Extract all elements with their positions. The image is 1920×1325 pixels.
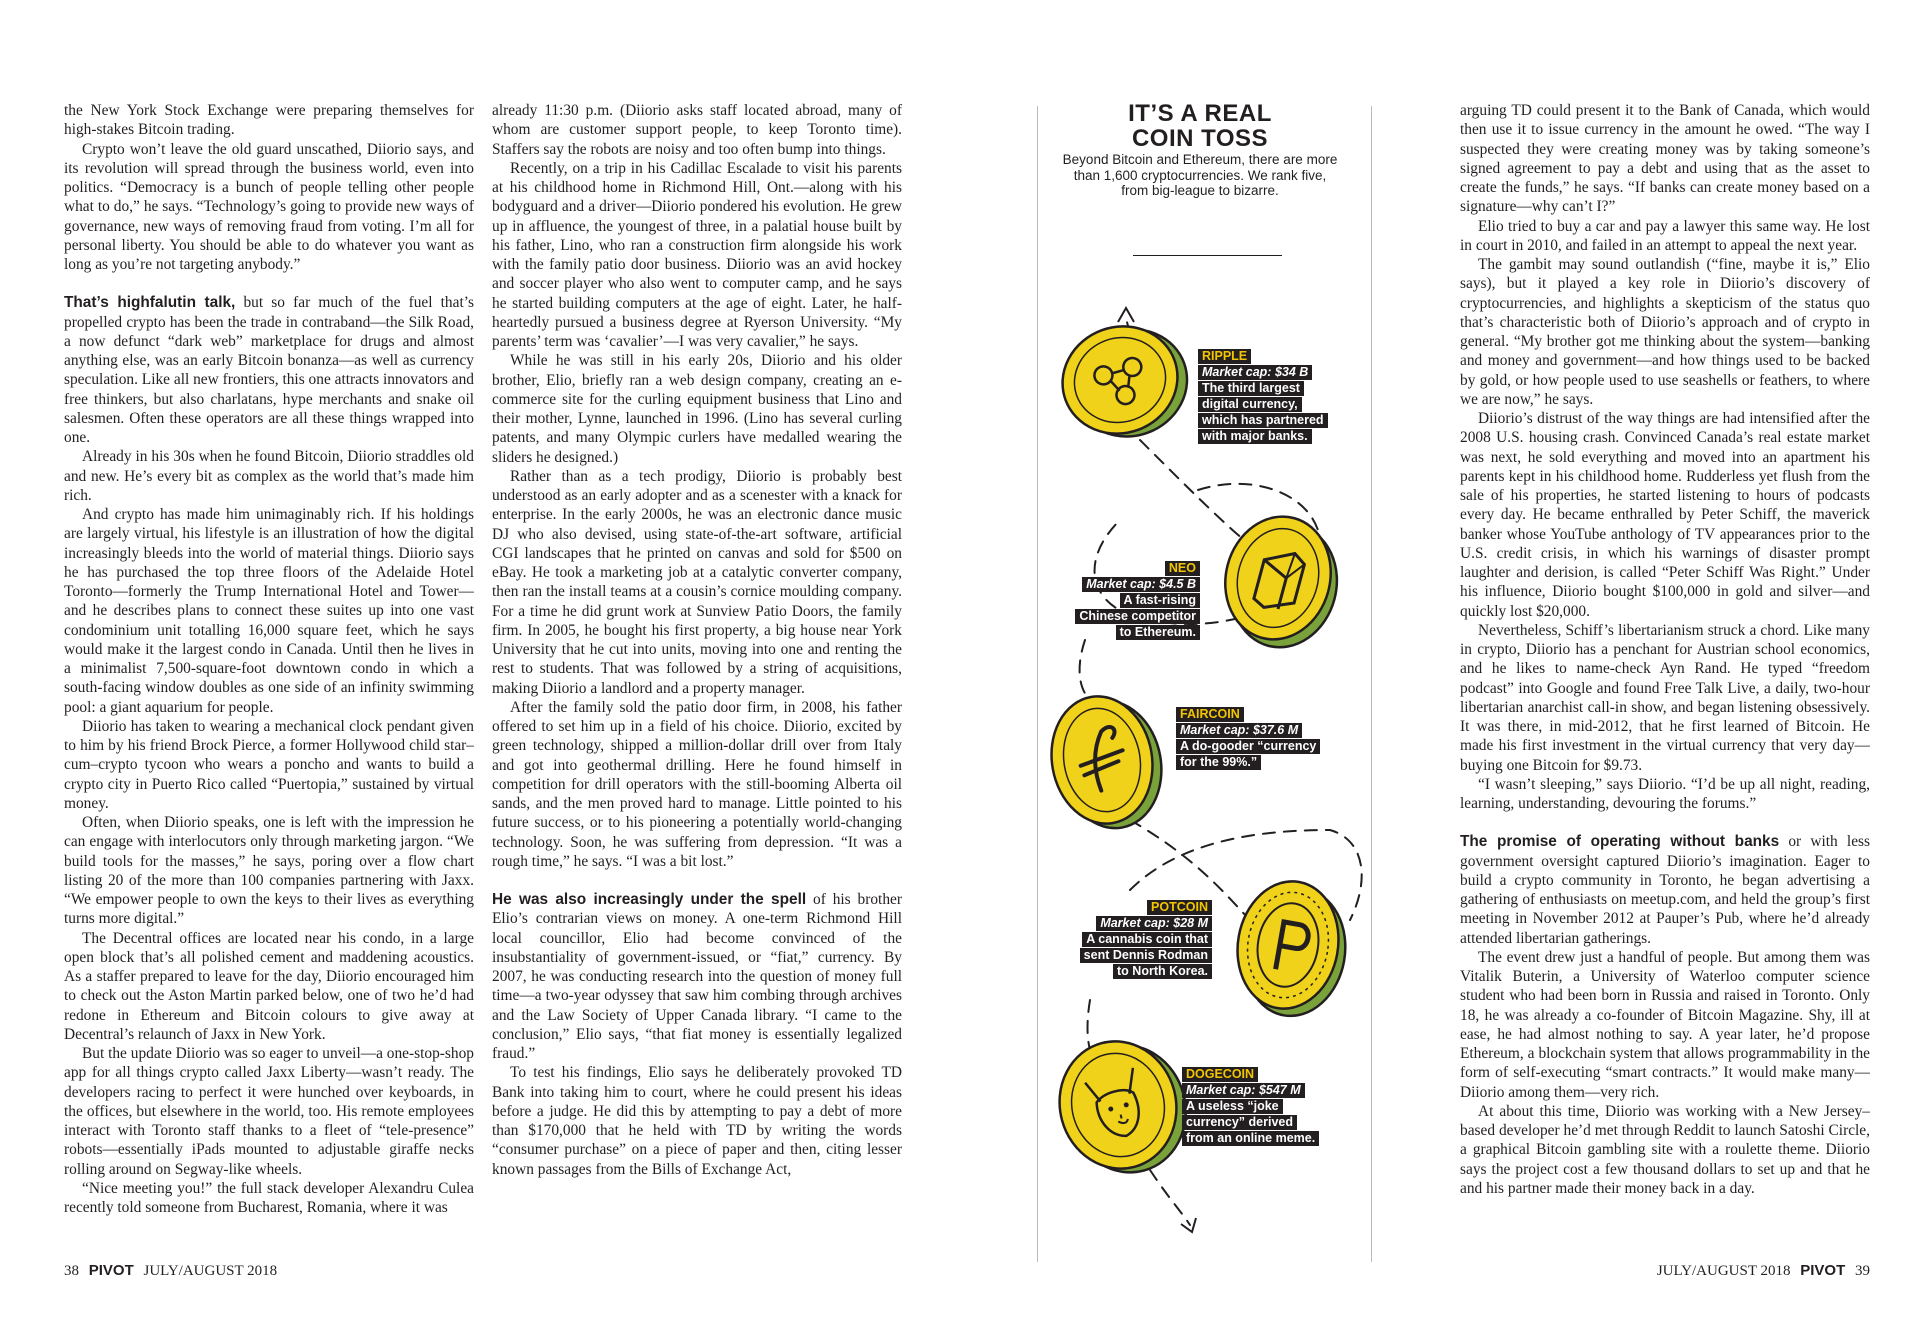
- potcoin-label: [1060, 900, 1212, 980]
- neo-desc-3: to Ethereum.: [1116, 625, 1200, 640]
- faircoin-desc-1: A do-gooder “currency: [1176, 739, 1320, 754]
- sidebar-title-line-1: IT’S A REAL: [1128, 100, 1272, 127]
- paragraph-text: Crypto won’t leave the old guard unscathed, Diiorio says, and its revolution will spread through the business world, even into politics. “Democracy is a bunch of people telling other people what to do,” he says. “Technology’s going to provide new ways of governance, new ways of removing fraud from voting. I’m all for personal liberty. You should be able to do whatever you want as long as you’re not targeting anybody.”: [64, 140, 474, 273]
- faircoin-name: FAIRCOIN: [1176, 707, 1244, 722]
- path-doge-exit: [1150, 1170, 1190, 1225]
- paragraph-text: of his brother Elio’s contrarian views on money. A one-term Richmond Hill local councillor, Elio had become convinced of the insubstantiality of government-issued, or “fiat,” currency. By 2007, he was conducting research into the question of money full time—a two-year odyssey that saw him combing through archives and the Law Society of Upper Canada library. “I came to the conclusion,” Elio says, “that fiat money is essentially legalized fraud.”: [492, 891, 902, 1062]
- footer-right: [1657, 1262, 1870, 1280]
- neo-label: [1050, 561, 1200, 641]
- faircoin-market-cap: Market cap: $37.6 M: [1176, 723, 1302, 738]
- paragraph-text: Already in his 30s when he found Bitcoin, Diiorio straddles old and new. He’s every bit as complex as the world that’s made him rich.: [64, 448, 474, 504]
- paragraph-text: At about this time, Diiorio was working with a New Jersey–based developer he’d met through Reddit to launch Satoshi Circle, a graphical Bitcoin gambling site with a roulette theme. Diiorio says the project cost a few thousand dollars to set up and that he and his partner made their money back in a day.: [1460, 1102, 1870, 1197]
- ripple-market-cap: Market cap: $34 B: [1198, 365, 1312, 380]
- dogecoin-desc-2: currency” derived: [1182, 1115, 1297, 1130]
- paragraph-text: Recently, on a trip in his Cadillac Escalade to visit his parents at his childhood home in Richmond Hill, Ont.—along with his bodyguard and a driver—Diiorio pondered his evolution. He grew up in affluence, the youngest of three, in a palatial house built by his father, Lino, who ran a construction firm alongside his work with the family patio door business. Diiorio was an avid hockey and soccer player who also went to computer camp, and he says he started building computers at the age of eight. Later, he half-heartedly pursued a business degree at Ryerson University. “My parents’ term was ‘cavalier’—I was very cavalier,” he says.: [492, 159, 902, 350]
- potcoin-desc-2: sent Dennis Rodman: [1080, 948, 1212, 963]
- potcoin-desc-1: A cannabis coin that: [1082, 932, 1212, 947]
- paragraph-text: arguing TD could present it to the Bank of Canada, which would then use it to issue currency in the amount he owed. “The way I suspected they were creating money was by taking someone’s signed agreement to pay a debt and using that as the asset to create the funds,” he says. “If banks can create money based on a signature—why can’t I?”: [1460, 102, 1870, 216]
- paragraph-text: The gambit may sound outlandish (“fine, maybe it is,” Elio says), but it played a key role in Diiorio’s discovery of cryptocurrencies, and highlights a skepticism of the status quo that’s characteristic both of Diiorio’s approach and of crypto in general. “My brother got me thinking about the system—banking and money and government—and how things used to be backed by gold, or how people used to use seashells or feathers, to where we are now,” he says.: [1460, 256, 1870, 408]
- paragraph-text: The event drew just a handful of people. But among them was Vitalik Buterin, a University of Waterloo computer science student who had been born in Russia and raised in Toronto. Only 18, he was already a co-founder of Bitcoin Magazine. Shy, ill at ease, he had almost nothing to say. A year later, he’d propose Ethereum, a blockchain system that allows programmability in the form of self-executing “smart contracts.” It would make many—Diiorio among them—very rich.: [1460, 948, 1870, 1101]
- lead-in: That’s highfalutin talk,: [64, 294, 236, 312]
- paragraph-text: But the update Diiorio was so eager to unveil—a one-stop-shop app for all things crypto called Jaxx Liberty—wasn’t ready. The developers racing to perfect it were hunched over keyboards, in the offices, but elsewhere in the world, too. His remote employees interact with Toronto staff thanks to a fleet of “tele-presence” robots—essentially iPads mounted to adjustable giraffe necks rolling around on Segway-like wheels.: [64, 1045, 474, 1178]
- issue-date-right: JULY/AUGUST 2018: [1656, 1263, 1791, 1279]
- dogecoin-label: [1182, 1067, 1319, 1147]
- neo-desc-2: Chinese competitor: [1075, 609, 1200, 624]
- paragraph-text: To test his findings, Elio says he deliberately provoked TD Bank into taking him to court, where he could present his ideas before a judge. He did this by attempting to pay a debt of more than $170,000 that he held with TD by writing the words “consumer purchase” on a piece of paper and then, citing lesser known passages from the Bills of Exchange Act,: [492, 1064, 902, 1178]
- footer-left: [64, 1262, 277, 1280]
- dogecoin-coin-icon: [1045, 1026, 1199, 1188]
- paragraph-text: Diiorio has taken to wearing a mechanical clock pendant given to him by his friend Brock Pierce, a former Hollywood child star–cum–crypto tycoon who wears a poncho and wants to build a crypto city in Puerto Rico called “Puertopia,” sustained by virtual money.: [64, 717, 474, 812]
- paragraph-text: Elio tried to buy a car and pay a lawyer this same way. He lost in court in 2010, and failed in an attempt to appeal the next year.: [1460, 217, 1870, 254]
- page-number-left: 38: [64, 1263, 79, 1279]
- page-number-right: 39: [1855, 1263, 1870, 1279]
- lead-in: The promise of operating without banks: [1460, 833, 1780, 851]
- ripple-name: RIPPLE: [1198, 349, 1251, 364]
- paragraph-text: While he was still in his early 20s, Diiorio and his older brother, Elio, briefly ran a web design company, creating an e-commerce site for the curling equipment business that Lino and their mother, Lynne, launched in 1996. (Lino has several curling patents, and many Olympic curlers have medalled wearing the sliders he designed.): [492, 352, 902, 466]
- lead-in: He was also increasingly under the spell: [492, 891, 807, 908]
- sidebar-title-line-2: COIN TOSS: [1131, 125, 1269, 152]
- potcoin-name: POTCOIN: [1147, 900, 1212, 915]
- arrow-bottom-icon: [1181, 1218, 1196, 1232]
- potcoin-desc-3: to North Korea.: [1113, 964, 1212, 979]
- arrow-top-icon: [1118, 308, 1134, 322]
- paragraph-text: already 11:30 p.m. (Diiorio asks staff located abroad, many of whom are customer support people, to keep Toronto time). Staffers say the robots are noisy and too often bump into things.: [492, 102, 902, 158]
- paragraph-text: or with less government oversight captured Diiorio’s imagination. Eager to build a crypto community in Toronto, he began advertising a gathering of enthusiasts on meetup.com, and held the group’s first meeting in November 2012 at Pauper’s Pub, where he’d already attended libertarian gatherings.: [1460, 833, 1870, 947]
- potcoin-market-cap: Market cap: $28 M: [1096, 916, 1212, 931]
- paragraph-text: but so far much of the fuel that’s propelled crypto has been the trade in contraband—the Silk Road, a now defunct “dark web” marketplace for drugs and almost anything else, was an early Bitcoin bonanza—as well as currency speculation. Like all new frontiers, this one attracts innovators and free thinkers, but also charlatans, hype merchants and snake oil salesmen. Often these operators are all these things wrapped into one.: [64, 294, 474, 446]
- ripple-desc-3: which has partnered: [1198, 413, 1328, 428]
- paragraph-text: Diiorio’s distrust of the way things are had intensified after the 2008 U.S. housing crash. Convinced Canada’s real estate market was next, he sold everything and moved into an apartment his parents kept in his childhood home. Rudderless yet flush from the sale of his properties, he started listening to hours of podcasts every day. He became enthralled by Peter Schiff, the maverick banker whose YouTube anthology of TV appearances prior to the U.S. credit crisis, in which his warnings of disaster prompt laughter and derision, is called “Peter Schiff Was Right.” Under his influence, Diiorio bought $100,000 in gold and silver—and quickly lost $20,000.: [1460, 410, 1870, 620]
- magazine-name-right: PIVOT: [1800, 1262, 1846, 1279]
- paragraph-text: And crypto has made him unimaginably rich. If his holdings are largely virtual, his lifestyle is an illustration of how the digital increasingly bleeds into the world of material things. Diiorio says he has purchased the top three floors of the Adelaide Hotel Toronto—formerly the Trump International Hotel and Tower—and he describes plans to connect these suites up into one vast condominium unit totalling 16,000 square feet, which he says would make it the largest condo in Canada. Until then he lives in a minimalist 7,500-square-foot downtown condo in which a south-facing window doubles as one side of an infinity swimming pool: a giant aquarium for people.: [64, 506, 474, 716]
- paragraph-text: the New York Stock Exchange were preparing themselves for high-stakes Bitcoin trading.: [64, 102, 474, 139]
- dogecoin-desc-3: from an online meme.: [1182, 1131, 1319, 1146]
- potcoin-coin-icon: [1227, 873, 1357, 1024]
- path-neo-to-faircoin: [1080, 640, 1090, 700]
- paragraph-text: Rather than as a tech prodigy, Diiorio is probably best understood as an early adopter and as a scenester with a knack for enterprise. In the early 2000s, he was an electronic dance music DJ who also devised, using state-of-the-art software, artificial CGI landscapes that he printed on canvas and sold for $500 on eBay. He took a marketing job at a catalytic converter company, then ran the install teams at a cousin’s cornice moulding company. For a time he did grunt work at Sunview Patio Doors, the family firm. In 2005, he bought his first property, a big house near York University that he cut into units, moving into one and renting the rest to students. That was followed by a string of acquisitions, making Diiorio a landlord and a property manager.: [492, 467, 902, 697]
- paragraph-text: After the family sold the patio door firm, in 2008, his father offered to set him up in a field of his choice. Diiorio, excited by green technology, shipped a million-dollar drill over from Italy and got into geothermal drilling. Here he found himself in competition for drill operators with the still-booming Alberta oil sands, and the men proved hard to manage. Little pointed to his future success, or to his pioneering a potentially world-changing technology. Soon, he was suffering from depression. “It was a rough time,” he says. “I was a bit lost.”: [492, 698, 902, 870]
- issue-date-left: JULY/AUGUST 2018: [143, 1263, 278, 1279]
- sidebar-subtitle: Beyond Bitcoin and Ethereum, there are more than 1,600 cryptocurrencies. We rank five, from big-league to bizarre.: [1062, 152, 1338, 198]
- ripple-desc-2: digital currency,: [1198, 397, 1302, 412]
- dogecoin-market-cap: Market cap: $547 M: [1182, 1083, 1305, 1098]
- faircoin-coin-icon: [1042, 687, 1172, 838]
- neo-desc-1: A fast-rising: [1120, 593, 1200, 608]
- ripple-coin-icon: [1047, 308, 1202, 456]
- paragraph-text: “I wasn’t sleeping,” says Diiorio. “I’d be up all night, reading, learning, understanding, devouring the forums.”: [1460, 775, 1870, 812]
- paragraph-text: Nevertheless, Schiff’s libertarianism struck a chord. Like many in crypto, Diiorio has a penchant for Austrian school economics, and he likes to name-check Ayn Rand. He typed “freedom podcast” into Google and found Free Talk Live, a daily, two-hour libertarian anarchist call-in show, and began listening obsessively. It was there, in mid-2012, that he first learned of Bitcoin. He made his first investment in the virtual currency that very day—buying one Bitcoin for $9.73.: [1460, 621, 1870, 774]
- ripple-label: [1198, 349, 1328, 445]
- neo-market-cap: Market cap: $4.5 B: [1082, 577, 1200, 592]
- paragraph-text: Often, when Diiorio speaks, one is left with the impression he can engage with interlocutors only through marketing jargon. “We build tools for the masses,” he says, poring over a flow chart listing 20 of the more than 100 companies partnering with Jaxx. “We empower people to own the keys to their lives as everything turns more digital.”: [64, 814, 474, 928]
- ripple-desc-1: The third largest: [1198, 381, 1304, 396]
- paragraph-text: “Nice meeting you!” the full stack developer Alexandru Culea recently told someone from Bucharest, Romania, where it was: [64, 1179, 474, 1216]
- faircoin-desc-2: for the 99%.”: [1176, 755, 1261, 770]
- paragraph-text: The Decentral offices are located near his condo, in a large open block that’s all polished cement and maddening acoustics. As a staffer prepared to leave for the day, Diiorio encouraged him to check out the Aston Martin parked below, one of two he’d had redone in Ethereum and Bitcoin colours to give away at Decentral’s relaunch of Jaxx in New York.: [64, 929, 474, 1043]
- ripple-desc-4: with major banks.: [1198, 429, 1312, 444]
- dogecoin-desc-1: A useless “joke: [1182, 1099, 1283, 1114]
- dogecoin-name: DOGECOIN: [1182, 1067, 1258, 1082]
- magazine-name-left: PIVOT: [88, 1262, 134, 1279]
- neo-name: NEO: [1165, 561, 1200, 576]
- faircoin-label: [1176, 707, 1320, 771]
